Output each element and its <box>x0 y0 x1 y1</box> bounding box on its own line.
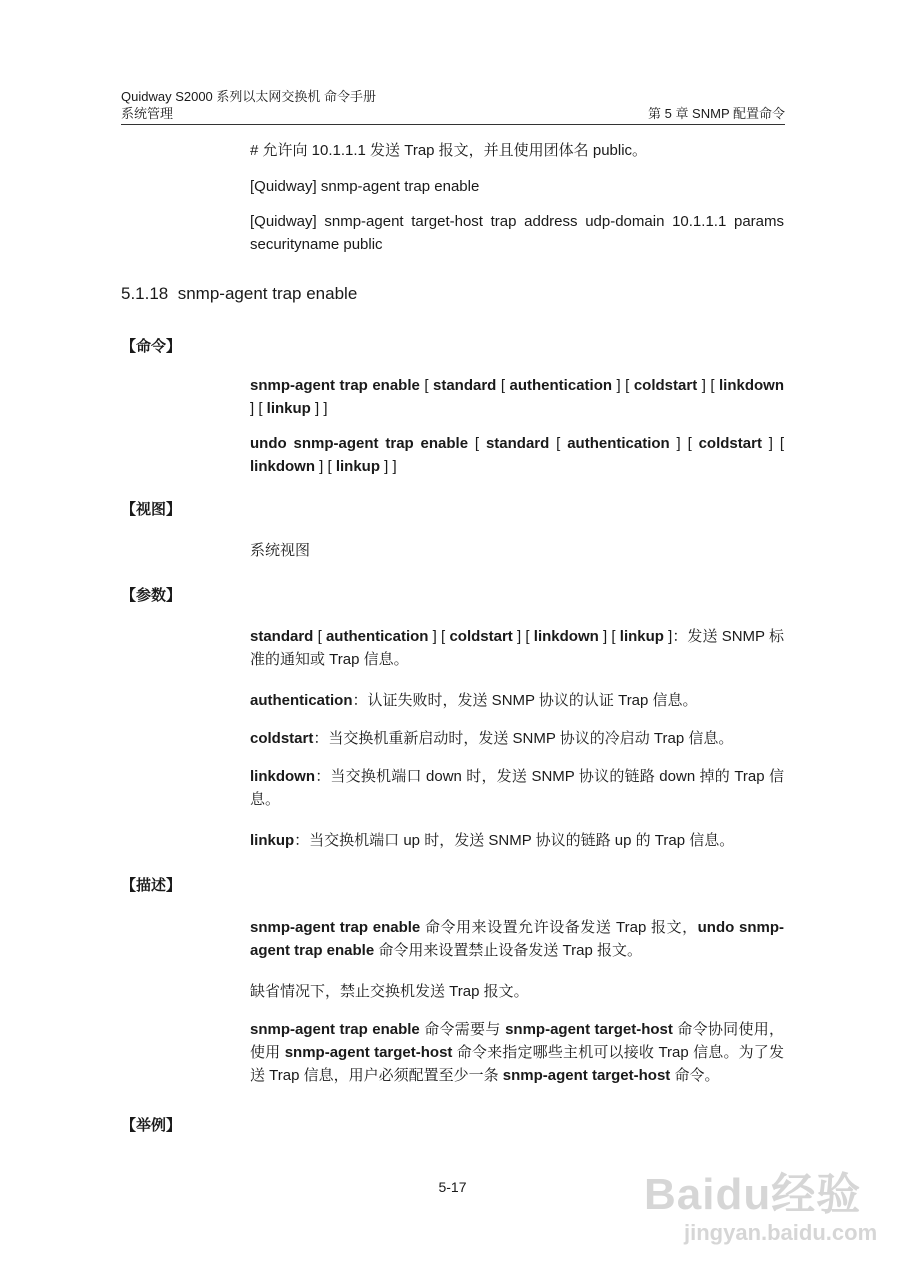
label-params: 【参数】 <box>121 587 182 604</box>
syntax-keyword: undo snmp-agent trap enable <box>250 435 469 452</box>
view-text: 系统视图 <box>250 542 311 559</box>
intro-comment: # 允许向 10.1.1.1 发送 Trap 报文，并且使用团体名 public。 <box>250 142 648 159</box>
syntax-keyword: standard <box>433 377 497 394</box>
header-chapter: 第 5 章 SNMP 配置命令 <box>647 106 785 121</box>
command-syntax-1: snmp-agent trap enable [ standard [ authentication ] [ coldstart ] [ linkdown ] [ linkup ] ] <box>250 377 785 417</box>
header-row <box>121 106 785 122</box>
param-linkup: linkup：当交换机端口 up 时，发送 SNMP 协议的链路 up 的 Trap 信息。 <box>250 832 735 849</box>
param-linkdown: linkdown：当交换机端口 down 时，发送 SNMP 协议的链路 down 掉的 Trap 信息。 <box>250 768 784 808</box>
watermark-logo: Baidu经验 <box>644 1170 862 1219</box>
syntax-keyword: linkdown <box>719 377 785 394</box>
command-syntax-2: undo snmp-agent trap enable [ standard [ authentication ] [ coldstart ] [ linkdown ] [ linkup ] ] <box>250 435 784 475</box>
baidu-watermark <box>640 1140 878 1270</box>
syntax-keyword: authentication <box>567 435 670 452</box>
label-example: 【举例】 <box>121 1117 182 1134</box>
label-view: 【视图】 <box>121 501 182 518</box>
header-part: 系统管理 <box>121 106 174 121</box>
label-description: 【描述】 <box>121 877 182 894</box>
intro-command-1: [Quidway] snmp-agent trap enable <box>250 178 480 195</box>
section-heading <box>121 283 357 305</box>
section-number: 5.1.18 <box>121 284 169 303</box>
param-standard: standard [ authentication ] [ coldstart ] [ linkdown ] [ linkup ]：发送 SNMP 标准的通知或 Trap 信息。 <box>250 628 784 668</box>
desc-paragraph-2: 缺省情况下，禁止交换机发送 Trap 报文。 <box>250 983 529 1000</box>
page-number: 5-17 <box>438 1179 467 1195</box>
syntax-keyword: linkdown <box>250 458 315 475</box>
desc-paragraph-1: snmp-agent trap enable 命令用来设置允许设备发送 Trap 报文，undo snmp-agent trap enable 命令用来设置禁止设备发送 Trap 报文。 <box>250 919 784 959</box>
syntax-keyword: coldstart <box>698 435 762 452</box>
syntax-keyword: linkup <box>335 458 381 475</box>
param-authentication: authentication：认证失败时，发送 SNMP 协议的认证 Trap 信息。 <box>250 692 698 709</box>
header-manual-title: Quidway S2000 系列以太网交换机 命令手册 <box>121 89 377 104</box>
intro-command-2: [Quidway] snmp-agent target-host trap address udp-domain 10.1.1.1 params securityname public <box>250 213 784 253</box>
desc-paragraph-3: snmp-agent trap enable 命令需要与 snmp-agent target-host 命令协同使用，使用 snmp-agent target-host 命令来指定哪些主机可以接收 Trap 信息。为了发送 Trap 信息，用户必须配置至少一条 snmp-agent target-host 命令。 <box>250 1021 785 1084</box>
syntax-keyword: linkup <box>266 400 311 417</box>
watermark-url: jingyan.baidu.com <box>684 1220 878 1245</box>
label-command: 【命令】 <box>121 338 182 355</box>
header-divider <box>121 124 785 125</box>
syntax-keyword: authentication <box>509 377 613 394</box>
syntax-keyword: coldstart <box>633 377 698 394</box>
syntax-keyword: standard <box>485 435 550 452</box>
syntax-keyword: snmp-agent trap enable <box>250 377 420 394</box>
section-title: snmp-agent trap enable <box>177 284 358 303</box>
param-coldstart: coldstart：当交换机重新启动时，发送 SNMP 协议的冷启动 Trap 信息。 <box>250 730 734 747</box>
